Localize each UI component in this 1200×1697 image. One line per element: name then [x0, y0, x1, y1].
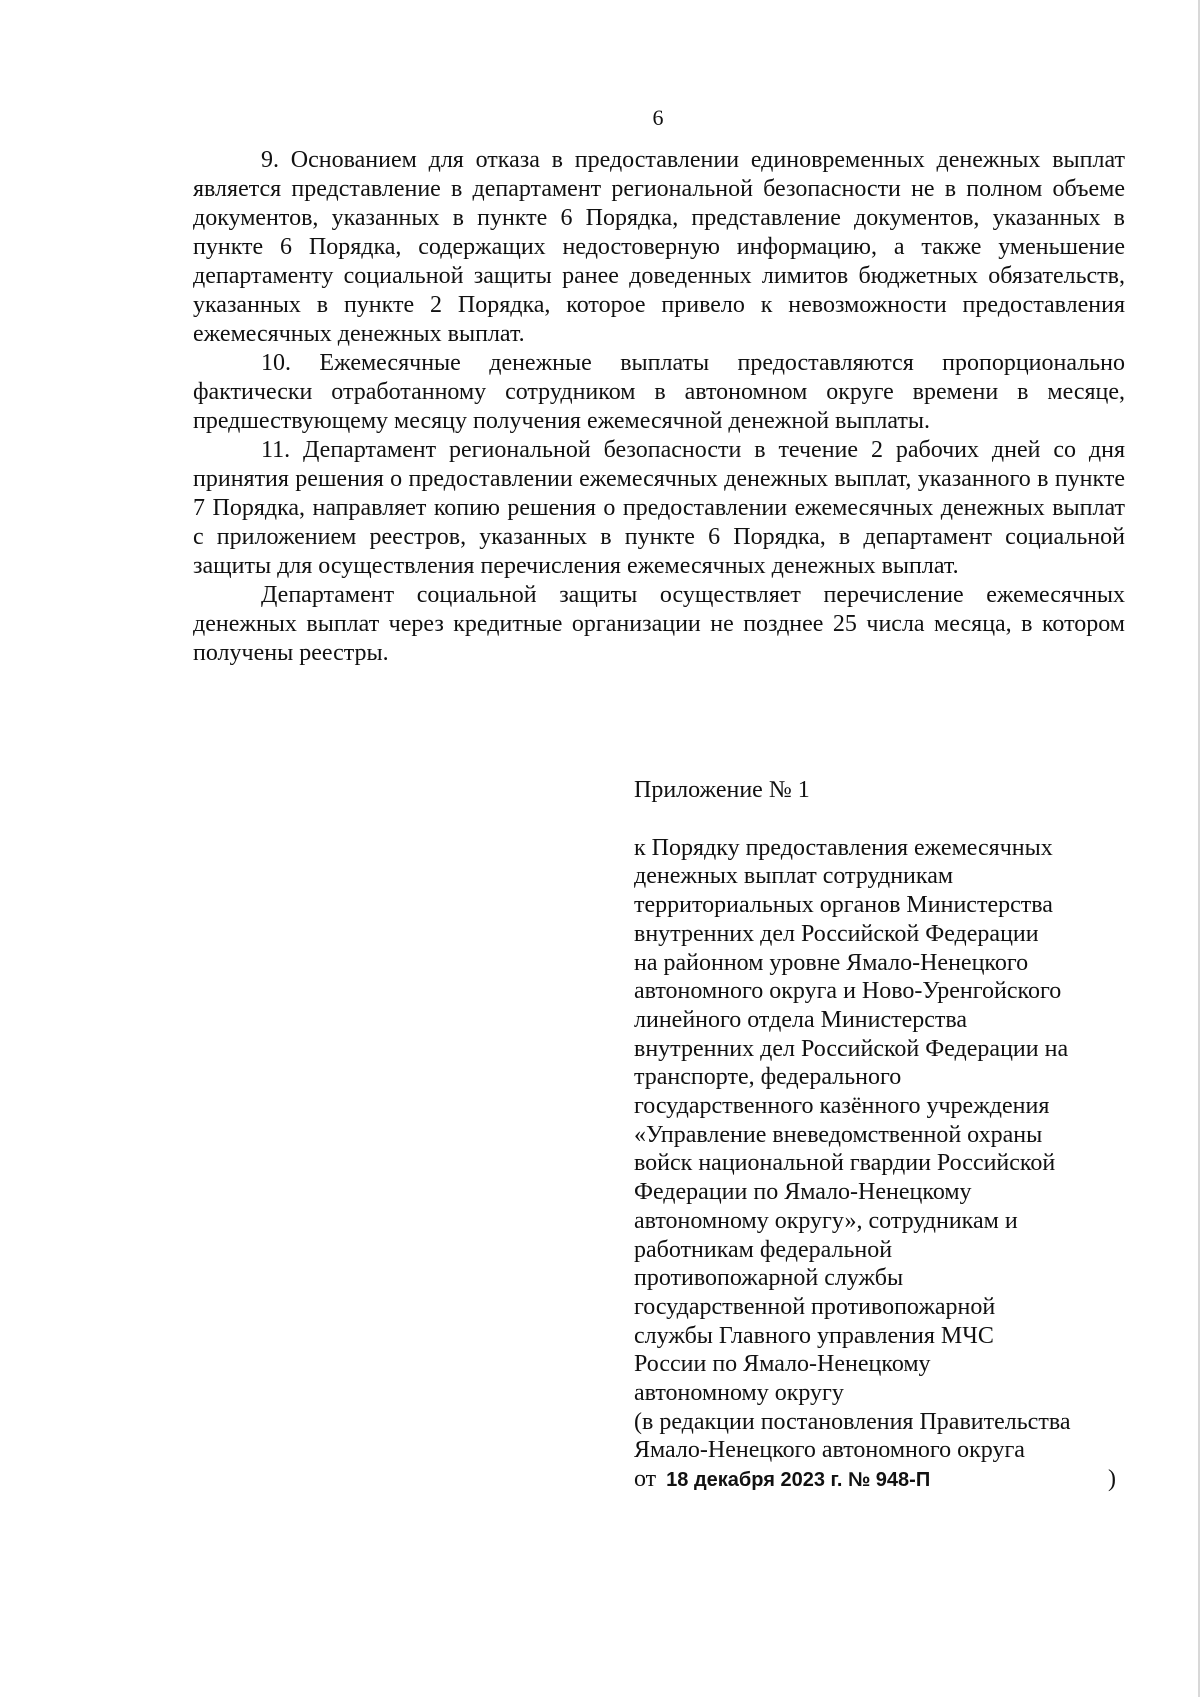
paragraph-10: 10. Ежемесячные денежные выплаты предоставляются пропорционально фактически отработанному сотрудником в автономном округе времени в месяце, предшествующему месяцу получения ежемесячной денежной выплаты. — [193, 350, 1125, 434]
appendix-body: к Порядку предоставления ежемесячных денежных выплат сотрудникам территориальных органов Министерства внутренних дел Российской Федерации на районном уровне Ямало-Ненецкого автономного округа и Ново-Уренгойского линейного отдела Министерства внутренних дел Российской Федерации на транспорте, федерального государственного казённого учреждения «Управление вневедомственной охраны войск национальной гвардии Российской Федерации по Ямало-Ненецкому автономному округу», сотрудникам и работникам федеральной противопожарной службы государственной противопожарной службы Главного управления МЧС России по Ямало-Ненецкому автономному округу — [634, 834, 1069, 1407]
appendix-title: Приложение № 1 — [634, 777, 810, 803]
date-value: 18 декабря 2023 г. № 948-П — [666, 1469, 931, 1492]
paragraph-11: 11. Департамент региональной безопасности в течение 2 рабочих дней со дня принятия решения о предоставлении ежемесячных денежных выплат, указанного в пункте 7 Порядка, направляет копию решения о предоставлении ежемесячных денежных выплат с приложением реестров, указанных в пункте 6 Порядка, в департамент социальной защиты для осуществления перечисления ежемесячных денежных выплат. — [193, 437, 1125, 579]
paragraph-11-continuation: Департамент социальной защиты осуществляет перечисление ежемесячных денежных выплат через кредитные организации не позднее 25 числа месяца, в котором получены реестры. — [193, 582, 1125, 666]
appendix-edition: (в редакции постановления Правительства Ямало-Ненецкого автономного округа — [634, 1408, 1071, 1464]
appendix-date-line — [634, 1465, 1134, 1495]
page-number: 6 — [652, 105, 664, 130]
document-body — [193, 146, 1125, 668]
date-prefix: от — [634, 1466, 657, 1493]
date-close: ) — [1108, 1466, 1116, 1493]
paragraph-9: 9. Основанием для отказа в предоставлении единовременных денежных выплат является представление в департамент региональной безопасности не в полном объеме документов, указанных в пункте 6 Порядка, представление документов, указанных в пункте 6 Порядка, содержащих недостоверную информацию, а также уменьшение департаменту социальной защиты ранее доведенных лимитов бюджетных обязательств, указанных в пункте 2 Порядка, которое привело к невозможности предоставления ежемесячных денежных выплат. — [193, 147, 1125, 347]
appendix-block — [634, 776, 1134, 1495]
